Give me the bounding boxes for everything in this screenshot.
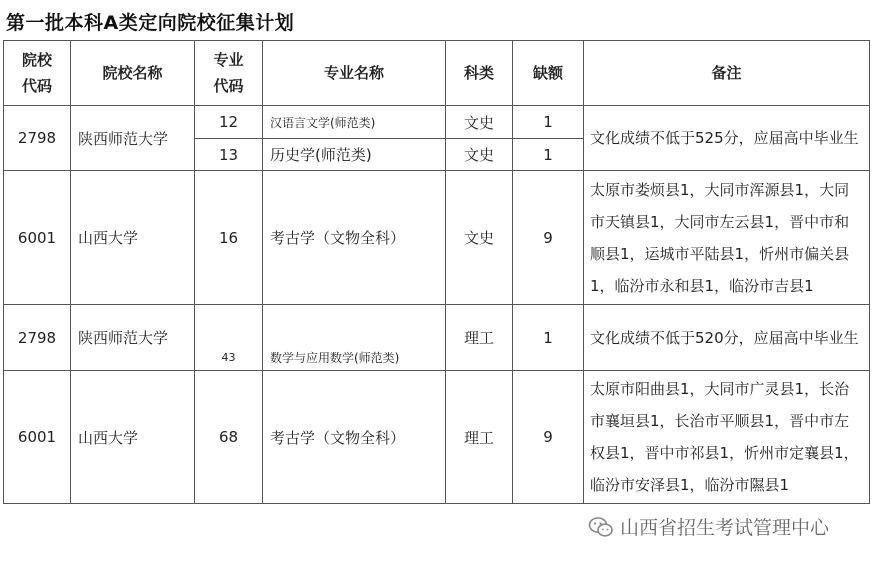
watermark — [588, 513, 829, 540]
school-name-cell: 陕西师范大学 — [71, 305, 195, 371]
major-code-cell: 68 — [195, 371, 263, 504]
vacancy-cell: 1 — [513, 305, 584, 371]
header-school-code — [4, 41, 71, 106]
header-school-name: 院校名称 — [71, 41, 195, 106]
table-row — [4, 106, 870, 139]
header-vacancy: 缺额 — [513, 41, 584, 106]
vacancy-cell: 9 — [513, 171, 584, 305]
header-major-code — [195, 41, 263, 106]
header-subject: 科类 — [446, 41, 513, 106]
header-school-code-line1: 院校 — [21, 51, 52, 69]
major-code-cell: 13 — [195, 139, 263, 171]
subject-cell: 文史 — [446, 139, 513, 171]
subject-cell: 文史 — [446, 106, 513, 139]
header-school-code-line2: 代码 — [21, 77, 52, 95]
note-cell: 太原市阳曲县1，大同市广灵县1，长治市襄垣县1，长治市平顺县1，晋中市左权县1，晋中市祁县1，忻州市定襄县1，临汾市安泽县1，临汾市隰县1 — [584, 371, 870, 504]
enrollment-plan-table — [3, 40, 870, 504]
school-name-cell: 山西大学 — [71, 171, 195, 305]
table-row — [4, 371, 870, 504]
subject-cell: 文史 — [446, 171, 513, 305]
table-row — [4, 171, 870, 305]
subject-cell: 理工 — [446, 305, 513, 371]
major-name-cell: 考古学（文物全科） — [263, 171, 446, 305]
note-cell: 文化成绩不低于520分，应届高中毕业生 — [584, 305, 870, 371]
vacancy-cell: 1 — [513, 106, 584, 139]
school-code-cell: 6001 — [4, 171, 71, 305]
vacancy-cell: 1 — [513, 139, 584, 171]
table-header-row — [4, 41, 870, 106]
header-note: 备注 — [584, 41, 870, 106]
wechat-icon — [588, 516, 614, 538]
watermark-text: 山西省招生考试管理中心 — [620, 517, 830, 539]
major-name-cell: 汉语言文学(师范类) — [263, 106, 446, 139]
header-major-code-line1: 专业 — [213, 51, 244, 69]
note-cell: 太原市娄烦县1，大同市浑源县1，大同市天镇县1，大同市左云县1，晋中市和顺县1，运城市平陆县1，忻州市偏关县1，临汾市永和县1，临汾市吉县1 — [584, 171, 870, 305]
major-code-cell: 12 — [195, 106, 263, 139]
major-name-cell: 历史学(师范类) — [263, 139, 446, 171]
table-row — [4, 305, 870, 371]
school-name-cell: 山西大学 — [71, 371, 195, 504]
major-name-cell: 数学与应用数学(师范类) — [263, 305, 446, 371]
subject-cell: 理工 — [446, 371, 513, 504]
major-name-cell: 考古学（文物全科） — [263, 371, 446, 504]
major-code-cell: 16 — [195, 171, 263, 305]
note-cell: 文化成绩不低于525分，应届高中毕业生 — [584, 106, 870, 171]
school-code-cell: 2798 — [4, 106, 71, 171]
major-code-cell: 43 — [195, 305, 263, 371]
school-name-cell: 陕西师范大学 — [71, 106, 195, 171]
header-major-code-line2: 代码 — [213, 77, 244, 95]
page-title: 第一批本科A类定向院校征集计划 — [6, 12, 295, 34]
header-major-name: 专业名称 — [263, 41, 446, 106]
vacancy-cell: 9 — [513, 371, 584, 504]
school-code-cell: 2798 — [4, 305, 71, 371]
school-code-cell: 6001 — [4, 371, 71, 504]
